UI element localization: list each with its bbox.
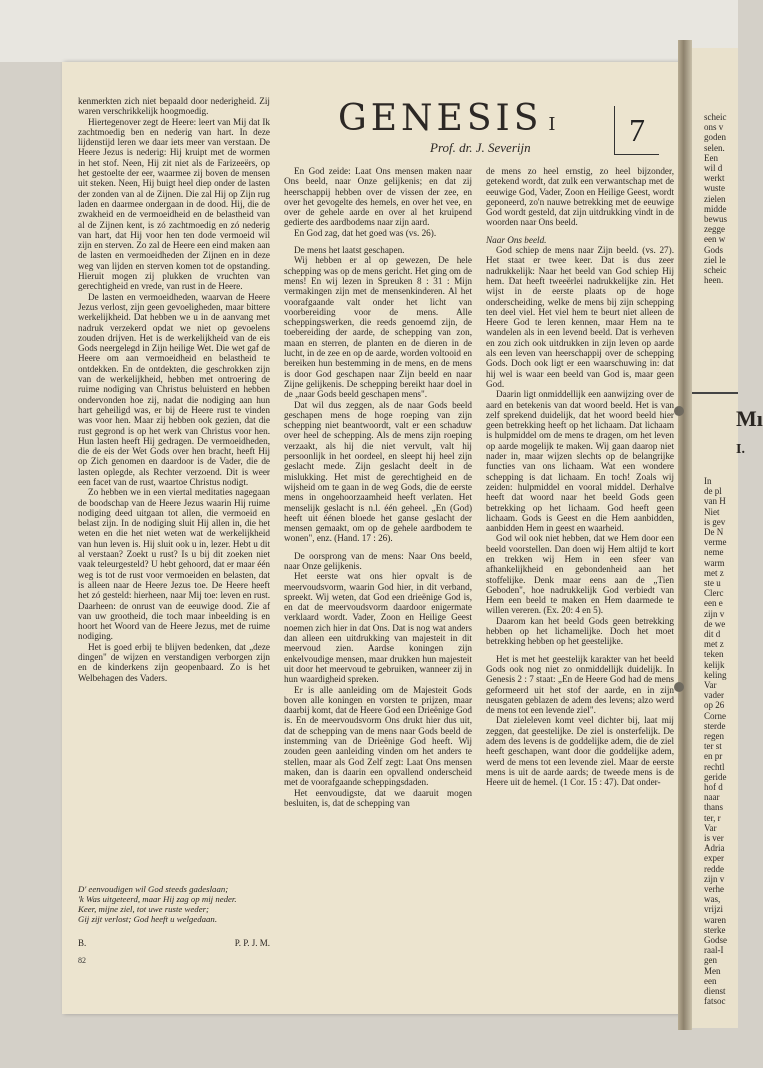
facing-page-line: teken <box>704 649 724 660</box>
facing-page-line: De N <box>704 527 724 537</box>
facing-page-line: wil d <box>704 163 723 173</box>
facing-page-line: dienst <box>704 986 726 996</box>
poem-line: Gij zijt verlost; God heeft u welgedaan. <box>78 914 218 924</box>
paragraph: Hiertegenover zegt de Heere: leert van Mij dat Ik zachtmoedig ben en nederig van hart. In deze lijdenstijd leren we daar iets meer van verstaan. De Heere Jezus is nederig: Hij kruipt met de wormen in het stof. Neen, Hij zit niet als de Farizeeërs, op het gestoelte der eer, waarmee zij boven de mensen uit steken. Neen, Hij buigt heel diep onder de lasten der zonden van al de Zijnen. Die zal Hij op Zijn rug laden en daarmee ondergaan in de dood. Hij, die de zwakheid en de vermoeidheid en de belastheid van al de Zijnen kent, is zó zachtmoedig en zó nederig van hart, dat Hij voor hen ten dode vermoeid wil zijn en sterven. Zo zal de Heere een eind maken aan de lasten en vermoeidheden der Zijnen en in deze weg van lijden en sterven komen tot de opstanding. Hieruit mogen zij plukken de vruchten van gerechtigheid en vrede, van rust in de Heere. <box>78 116 270 292</box>
facing-page-line: van H <box>704 496 726 507</box>
paragraph: God wil ook niet hebben, dat we Hem door een beeld voorstellen. Dan doen wij Hem altijd te kort en trekken wij Hem in een sfeer van afhankelijkheid en gebondenheid aan het stoffelijke. Denk maar eens aan de „Tien Geboden", hoe nadrukkelijk God verbiedt van Hem een beeld te maken en Hem daarmede te willen vereren. (Ex. 20: 4 en 5). <box>486 533 674 616</box>
facing-page-line: fatsoc <box>704 996 726 1007</box>
facing-page-line: keling <box>704 669 727 680</box>
facing-page-line: en pr <box>704 751 723 762</box>
facing-page-line: raal-I <box>704 945 724 956</box>
facing-page-line: warm <box>704 557 725 568</box>
article-author: Prof. dr. J. Severijn <box>430 140 531 155</box>
facing-page <box>692 48 763 1028</box>
facing-page-line: Godse <box>704 935 727 945</box>
facing-page-line: midde <box>704 203 727 214</box>
facing-page-line: is ver <box>704 833 724 843</box>
facing-page-line: thans <box>704 802 723 813</box>
section-heading: De mens het laatst geschapen. <box>294 245 405 256</box>
paragraph: En God zeide: Laat Ons mensen maken naar Ons beeld, naar Onze gelijkenis; en dat zij heerschappij hebben over de vissen der zee, en over het gevogelte des hemels, en over het vee, en over de gehele aarde en over al het kruipend gedierte des aardbodems naar zijn aard. <box>284 166 472 228</box>
paragraph: Het eenvoudigste, dat we daaruit mogen besluiten, is, dat de schepping van <box>284 787 472 808</box>
facing-page-line: zielen <box>704 193 726 204</box>
facing-page-line: is gev <box>704 516 726 527</box>
binding-ring <box>674 682 684 692</box>
facing-page-line: vader <box>704 690 724 701</box>
page-number-box: 7 <box>614 106 659 155</box>
facing-page-line: Corne <box>704 710 726 721</box>
poem-verse <box>78 884 270 924</box>
facing-page-line: bewus <box>704 214 727 224</box>
paragraph: Dat zieleleven komt veel dichter bij, laat mij zeggen, dat geestelijke. De ziel is onsterfelijk. De adem des levens is de goddelijke adem, die de ziel heeft geschapen, want door die goddelijke adem, werd de mens tot een levende ziel. Maar de eerste mens is uit de aarde aards; de tweede mens is de Heere uit de hemel. (1 Cor. 15 : 47). Dat onder- <box>486 715 674 788</box>
facing-page-line: In <box>704 476 712 486</box>
facing-page-line: scheic <box>704 265 727 275</box>
facing-page-line: Var <box>704 822 717 833</box>
facing-page-rule <box>692 392 738 394</box>
column-right <box>486 166 674 788</box>
signature-right: P. P. J. M. <box>234 938 270 948</box>
facing-page-line: ons v <box>704 122 724 133</box>
paragraph: Er is alle aanleiding om de Majesteit Gods boven alle koningen en vorsten te prijzen, maar daarbij komt, dat de Heere God een Drieënige God is. En de meervoudsvorm Ons drukt hier dus uit, dat de schepping van de mens naar Gods beeld de instemming van de Drieënige God heeft. Wij zouden geen aanleiding vinden om het anders te stellen, maar als God Zelf zegt: Laat Ons mensen maken, dan is daarin een opvallend onderscheid met de voorafgaande scheppingsdaden. <box>284 684 472 788</box>
binding-ring <box>674 406 684 416</box>
paragraph: Het eerste wat ons hier opvalt is de meervoudsvorm, waarin God hier, in dit verband, spreekt. Wij weten, dat God een drieënige God is, en dat de meervoudsvorm daardoor enigermate verklaard wordt. Vader, Zoon en Heilige Geest noemen zich hier in dat Ons. Dat is nog wat anders dan alleen een uitdrukking van majesteit in dit meervoud zien. Aardse koningen zijn enkelvoudige mensen, maar drukken hun majesteit uit door het meervoud te gebruiken, wanneer zij in hun waardigheid spreken. <box>284 571 472 685</box>
facing-page-line: regen <box>704 731 724 741</box>
article-number: I <box>548 114 556 135</box>
facing-page-line: Een <box>704 152 718 163</box>
facing-page-line: verme <box>704 537 727 548</box>
signature <box>78 938 270 948</box>
facing-page-line: op 26 <box>704 700 725 711</box>
facing-page-line: rechtl <box>704 761 725 772</box>
facing-page-line: met z <box>704 639 724 650</box>
facing-page-line: sterke <box>704 924 726 935</box>
paragraph: God schiep de mens naar Zijn beeld. (vs. 27). Het staat er twee keer. Dat is dus zeer nadrukkelijk: Naar het beeld van God schiep Hij hem. Dat heeft tweeërlei nadrukkelijke zin. Het wijst in de eerste plaats op de hoge onderscheiding, welke de mens bij zijn schepping ten deel viel. Het viel hem te beurt niet alleen de Heere God te leren kennen, maar Hem na te wandelen als in een levend beeld. Dat is verheven en zou zich ook uitdrukken in zijn leven op aarde als een leven van heerschappij over de schepping Gods. Doch ook ligt er een waarschuwing in: dat hij wel is waar een beeld van God is, maar geen God. <box>486 245 674 389</box>
poem-line: 'k Was uitgeteerd, maar Hij zag op mij neder. <box>78 894 237 904</box>
poem-line: D' eenvoudigen wil God steeds gadeslaan; <box>78 884 229 894</box>
paragraph: Daarom kan het beeld Gods geen betrekking hebben op het lichamelijke. Doch het moet betrekking hebben op het geestelijke. <box>486 615 674 647</box>
paragraph: Wij hebben er al op gewezen, De hele schepping was op de mens gericht. Het ging om de mens! En wij lezen in Spreuken 8 : 31 : Mijn vermakingen zijn met de mensenkinderen. Al het voorafgaande valt onder het licht van voorbereiding voor de mens. Alle scheppingswerken, die reeds genoemd zijn, de toebereiding der aarde, de schepping van zon, maan en sterren, de planten en de dieren in de lucht, in de zee en op de aarde, worden voltooid en bereiken hun bestemming in de mens, en de mens is door God geschapen naar Zijn beeld en naar Zijne gelijkenis. De schepping bereikt haar doel in de „naar Gods beeld geschapen mens". <box>284 255 472 400</box>
facing-page-line: werkt <box>704 173 725 184</box>
signature-left: B. <box>78 938 87 948</box>
facing-page-line: zijn v <box>704 608 725 619</box>
facing-page-line: Clerc <box>704 588 724 599</box>
facing-page-line: wuste <box>704 183 725 194</box>
facing-page-line: een <box>704 975 717 986</box>
page-gutter <box>678 40 692 1030</box>
paragraph: De lasten en vermoeidheden, waarvan de Heere Jezus verlost, zijn geen gevoeligheden, maar bittere werkelijkheid. Dat hebben we u in de aanvang met nadruk verzekerd opdat we niet op gevoelens zouden drijven. Het is de werkelijkheid van de eis Gods neergelegd in Zijn heilige Wet. Die wet gaf de Heere om aan vermoeidheid en belastheid te ontdekken. En de ontdekten, die geschrokken zijn van de werkelijkheid, hebben met ontroering de ruime nodiging van Christus beluisterd en hebben ondervonden hoe zij, nadat die nodiging aan hun hart geheiligd was, er bij de Heere rust te vinden was voor hen. Maar zij hebben ook gezien, dat die rust gegrond is op het werk van Christus voor hen. Hun lasten heeft Hij gedragen. De vermoeidheden, die de eis der Wet Gods over hen bracht, heeft Hij op Zich genomen en daardoor is de Vader, die de lasten oplegde, als Rechter verzoend. Dit is weer een facet van de rust, waartoe Christus nodigt. <box>78 291 270 487</box>
section-heading: De oorsprong van de mens: Naar Ons beeld, naar Onze gelijkenis. <box>284 550 472 571</box>
column-left <box>78 96 270 683</box>
facing-page-line: redde <box>704 863 724 874</box>
facing-page-line: met z <box>704 567 724 578</box>
facing-page-line: dit d <box>704 629 721 639</box>
facing-page-line: ste u <box>704 578 721 588</box>
facing-page-line: sterde <box>704 720 726 731</box>
facing-page-line: heen. <box>704 275 724 286</box>
facing-page-line: goden <box>704 132 726 143</box>
facing-page-line: exper <box>704 853 724 864</box>
facing-page-heading: Mı <box>736 406 763 431</box>
facing-page-line: was, <box>704 894 721 905</box>
facing-page-line: ter, r <box>704 812 721 823</box>
facing-page-line: Adria <box>704 843 725 854</box>
facing-page-line: gen <box>704 955 717 966</box>
facing-page-line: ziel le <box>704 254 726 265</box>
facing-page-line: kelijk <box>704 659 725 670</box>
facing-page-line: Var <box>704 680 717 690</box>
folio-number: 82 <box>78 956 86 965</box>
paragraph: Het is goed erbij te blijven bedenken, dat „deze dingen" de wijzen en verstandigen verborgen zijn en de kinderkens zijn geopenbaard. Zo is het Welbehagen des Vaders. <box>78 641 270 683</box>
column-middle <box>284 166 472 808</box>
facing-page-line: zijn v <box>704 873 725 884</box>
facing-page-line: scheic <box>704 112 727 122</box>
paragraph: Het is met het geestelijk karakter van het beeld Gods ook nog niet zo onmiddellijk duidelijk. In Genesis 2 : 7 staat: „En de Heere God had de mens geformeerd uit het stof der aarde, en in zijn neusgaten geblazen de adem des levens; alzo werd de mens tot een levende ziel". <box>486 653 674 716</box>
facing-page-line: geride <box>704 771 727 782</box>
paragraph: de mens zo heel ernstig, zo heel bijzonder, getekend wordt, dat zulk een verwantschap met de eeuwige God, Vader, Zoon en Heilige Geest, wordt geponeerd, zo'n nauwe betrekking met de eeuwige God wordt gesteld, dat zijn uitdrukking vindt in de woorden naar Ons beeld. <box>486 166 674 228</box>
paragraph: En God zag, dat het goed was (vs. 26). <box>294 227 437 238</box>
article-title: GENESIS I <box>338 98 556 139</box>
section-heading: Naar Ons beeld. <box>486 234 547 245</box>
facing-page-line: vrijzi <box>704 904 723 915</box>
facing-page-line: neme <box>704 547 724 558</box>
facing-page-line: naar <box>704 792 720 803</box>
facing-page-line: ter st <box>704 741 722 752</box>
facing-page-subheading: I. <box>736 442 745 457</box>
facing-page-line: een e <box>704 598 723 609</box>
facing-page-line: Niet <box>704 506 720 517</box>
facing-page-line: de we <box>704 618 726 629</box>
poem-line: Keer, mijne ziel, tot uwe ruste weder; <box>78 904 209 914</box>
paragraph: Dat wil dus zeggen, als de naar Gods beeld geschapen mens de hoge roeping van zijn schepping niet beantwoordt, valt er een schaduw over heel de schepping. Als de mens zijn roeping verzaakt, als hij die niet vervult, valt hij persoonlijk in het oordeel, en sleept hij heel zijn geslacht mede. Zijn geslacht deelt in de mislukking. Het mist de gerechtigheid en de wijsheid om te gaan in de weg Gods, die de eerste mens in ongehoorzaamheid heeft verlaten. Het menselijk geslacht is n.l. één geheel. „En (God) heeft uit éénen bloede het ganse geslacht der mensen gemaakt, om op de gehele aardbodem te wonen", enz. (Hand. 17 : 26). <box>284 399 472 544</box>
facing-page-line: Men <box>704 965 721 976</box>
facing-page-line: zegge <box>704 224 725 235</box>
paragraph: Zo hebben we in een viertal meditaties nagegaan de boodschap van de Heere Jezus waarin Hij ruime nodiging deed uitgaan tot allen, die vermoeid en belast zijn. In de nodiging sluit Hij allen in, die het weten en die het niet weten wat de werkelijkheid van hun leven is. Hij sluit ook u in, lezer. Hebt u dit al verstaan? Zoekt u rust? Is u bij dit zoeken niet vaak teleurgesteld? U hebt gehoord, dat er maar één weg is tot de rust voor vermoeiden en belasten, dat is alleen naar de Heere Jezus toe. De Heere heeft het zó gesteld: hierheen, naar Mij toe: leven en rust. Daarheen: de onrust van de eeuwige dood. Zie af van uw grootheid, die toch maar inbeelding is en hoort het Woord van de Heere Jezus, met de ruime nodiging. <box>78 487 270 642</box>
facing-page-line: Gods <box>704 244 724 255</box>
facing-page-line: de pl <box>704 486 722 497</box>
facing-page-line: verhe <box>704 884 724 894</box>
background-top <box>0 0 738 62</box>
facing-page-line: een w <box>704 234 726 245</box>
facing-page-line: hof d <box>704 782 723 792</box>
paragraph: kenmerkten zich niet bepaald door nederigheid. Zij waren verschrikkelijk hoogmoedig. <box>78 96 270 117</box>
facing-page-line: waren <box>704 914 726 925</box>
paragraph: Daarin ligt onmiddellijk een aanwijzing over de aard en betekenis van dat woord beeld. Het is van zelf sprekend duidelijk, dat het woord beeld hier geen betrekking heeft op het lichaam. Dat lichaam is hulpmiddel om de mens te dragen, om het leven op aarde mogelijk te maken. Wij gaan daarop niet nader in, maar wijzen slechts op de belangrijke functies van ons lichaam. Wat een wondere schepping is dat lichaam. En toch! Zoals wij zeiden: hulpmiddel en vooral middel. Derhalve heeft dat woord naar het beeld Gods geen betrekking op het lichaam. God heeft geen lichaam. Gods is Geest en die Hem aanbidden, aanbidden Hem in geest en waarheid. <box>486 389 674 534</box>
facing-page-line: selen. <box>704 142 725 153</box>
